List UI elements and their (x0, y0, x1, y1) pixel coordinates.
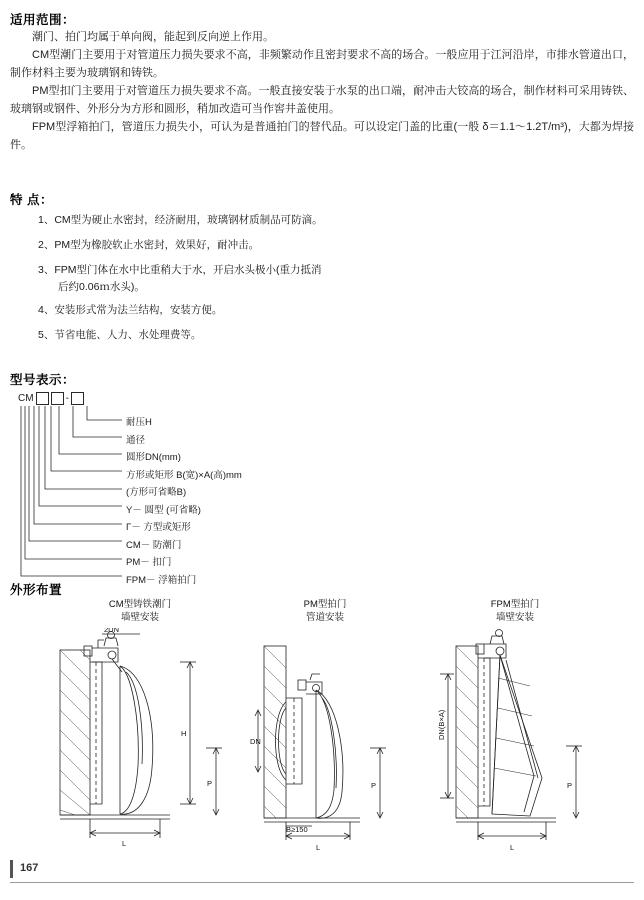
figure-label: L (316, 843, 321, 852)
leader-label: (方形可省略B) (126, 487, 187, 498)
outline-heading: 外形布置 (10, 583, 63, 597)
list-item: 5、节省电能、人力、水处理费等。 (38, 329, 202, 341)
figure-label: H (181, 729, 187, 738)
leader-label: 耐压H (126, 417, 152, 428)
figure-label: DN (250, 737, 261, 746)
figure-drawing (430, 628, 600, 863)
page-footer (10, 860, 634, 884)
scope-paragraph-3: PM型扣门主要用于对管道压力损失要求不高。一般直接安装于水泵的出口端，耐冲击大铰高的场合，制作材料可采用铸铁、玻璃钢或钢件、外形分为方形和圆形，稍加改造可当作窖井盖使用。 (10, 85, 634, 115)
figure-label: L (122, 839, 127, 848)
figure-title (40, 598, 240, 624)
figure-label: P (567, 781, 573, 790)
model-code-leader-labels (126, 414, 242, 589)
features-list (10, 212, 634, 344)
leader-label: 方形或矩形 B(宽)×A(高)mm (126, 469, 242, 481)
figure-label: L (510, 843, 515, 852)
leader-label: PM－ 扣门 (126, 557, 172, 568)
list-item: 2、PM型为橡胶软止水密封，效果好，耐冲击。 (38, 239, 260, 251)
list-item-continuation: 后约0.06ｍ水头)。 (58, 281, 145, 293)
footer-accent-bar (10, 860, 13, 878)
figure-title-line1: FPM型拍门 (490, 599, 540, 610)
figure-label: 2DN (104, 628, 120, 634)
model-code-prefix: CM (18, 393, 34, 404)
leader-label: 通径 (126, 434, 146, 446)
figure-title-line1: PM型拍门 (303, 599, 347, 610)
leader-label: FPM－ 浮箱拍门 (126, 574, 197, 586)
figure-pm (250, 598, 400, 863)
model-code-diagram (18, 392, 338, 586)
figure-title-line1: CM型铸铁潮门 (108, 599, 172, 610)
scope-paragraph-1: 潮门、拍门均属于单向阀，能起到反向逆上作用。 (32, 31, 274, 43)
page-number: 167 (20, 862, 39, 874)
leader-label: 圆形DN(mm) (126, 452, 181, 463)
figure-drawing (250, 628, 400, 863)
scope-paragraph-4: FPM型浮箱拍门，管道压力损失小，可认为是普通拍门的替代品。可以设定门盖的比重(一般 δ＝1.1～1.2T/m³)，大都为焊接件。 (10, 121, 634, 151)
list-item: 4、安装形式常为法兰结构，安装方便。 (38, 304, 223, 316)
figure-label: DN(B×A) (437, 709, 446, 740)
figure-title-line2: 墙壁安装 (120, 612, 159, 623)
figure-title-line2: 管道安装 (305, 612, 344, 623)
figure-title-line2: 墙壁安装 (495, 612, 534, 623)
leader-label: Γ－ 方型或矩形 (126, 522, 191, 533)
scope-heading: 适用范围： (10, 13, 76, 27)
leader-label: CM－ 防潮门 (126, 539, 182, 551)
leader-label: Y－ 圆型 (可省略) (126, 504, 201, 516)
model-code-heading: 型号表示： (10, 373, 76, 387)
figure-drawing (40, 628, 240, 863)
figure-cm (40, 598, 240, 863)
list-item: 1、CM型为硬止水密封，经济耐用，玻璃钢材质制品可防滴。 (38, 214, 323, 226)
figure-label: B≥150 (286, 825, 308, 834)
scope-paragraph-2: CM型潮门主要用于对管道压力损失要求不高，非频繁动作且密封要求不高的场合。一般应用于江河沿岸，市排水管道出口，制作材料主要为玻璃钢和铸铁。 (10, 49, 634, 79)
figure-title (250, 598, 400, 624)
figure-label: P (207, 779, 213, 788)
footer-divider (10, 882, 634, 883)
scope-body (10, 28, 634, 154)
model-code-separator: - (65, 393, 69, 404)
figure-label: P (371, 781, 377, 790)
list-item: 3、FPM型门体在水中比重稍大于水，开启水头极小(重力抵消 (38, 264, 322, 276)
features-heading: 特 点： (10, 193, 53, 207)
figure-title (430, 598, 600, 624)
figure-fpm (430, 598, 600, 863)
